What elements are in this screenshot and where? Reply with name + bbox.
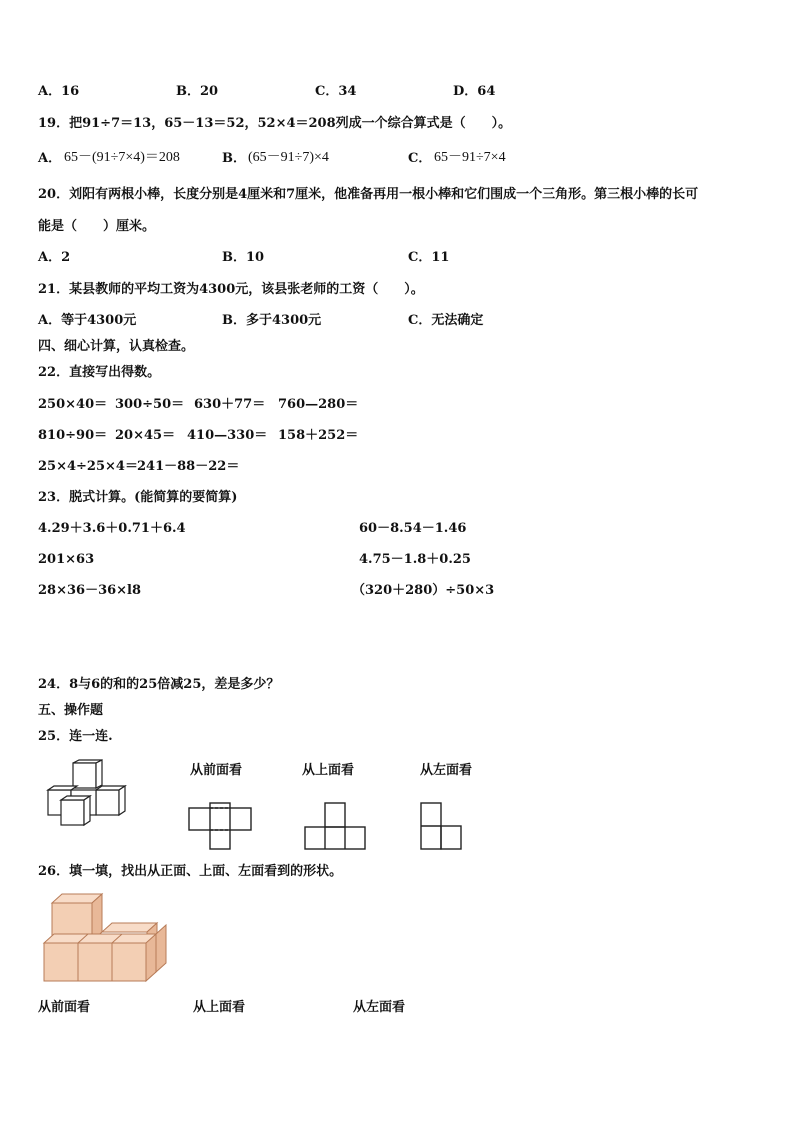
q22-item: 760—280＝ — [278, 397, 359, 412]
q22-item: 300÷50＝ — [115, 397, 185, 412]
q26-stem: 26．填一填，找出从正面、上面、左面看到的形状。 — [38, 864, 343, 879]
q25-label-top: 从上面看 — [302, 763, 355, 778]
q18-option-c: C．34 — [315, 84, 357, 99]
q22-item: 158＋252＝ — [278, 428, 359, 443]
q24-stem: 24．8与6的和的25倍减25，差是多少？ — [38, 677, 280, 692]
q21-option-b: B．多于4300元 — [222, 313, 322, 328]
q19-option-c-letter: C． — [408, 151, 432, 166]
q19-option-b-letter: B． — [222, 151, 246, 166]
section-4-heading: 四、细心计算，认真检查。 — [38, 339, 195, 354]
q18-option-b: B．20 — [176, 84, 219, 99]
q22-item: 250×40＝ — [38, 397, 108, 412]
q19-option-b-expr: (65－91÷7)×4 — [248, 150, 329, 165]
q18-option-d: D．64 — [453, 84, 496, 99]
q25-label-front: 从前面看 — [190, 763, 243, 778]
q26-label-front: 从前面看 — [38, 1000, 91, 1015]
q25-cube-figure — [42, 760, 142, 832]
q23-item: 4.29＋3.6＋0.71＋6.4 — [38, 521, 186, 536]
q23-item: 60－8.54－1.46 — [359, 521, 467, 536]
q22-item: 25×4÷25×4＝ — [38, 459, 138, 474]
q23-item: 201×63 — [38, 552, 95, 567]
q22-item: 630＋77＝ — [194, 397, 266, 412]
q25-label-left: 从左面看 — [420, 763, 473, 778]
q20-option-b: B．10 — [222, 250, 265, 265]
q23-item: （320＋280）÷50×3 — [352, 583, 495, 598]
q21-option-a: A．等于4300元 — [38, 313, 137, 328]
q21-stem: 21．某县教师的平均工资为4300元，该县张老师的工资（ ）。 — [38, 282, 424, 297]
q22-item: 241－88－22＝ — [137, 459, 240, 474]
q22-item: 810÷90＝ — [38, 428, 108, 443]
q23-stem: 23．脱式计算。(能简算的要简算) — [38, 490, 238, 505]
q21-option-c: C．无法确定 — [408, 313, 484, 328]
q26-label-left: 从左面看 — [353, 1000, 406, 1015]
q26-cube-figure — [42, 893, 172, 985]
q25-stem: 25．连一连. — [38, 729, 113, 744]
q26-label-top: 从上面看 — [193, 1000, 246, 1015]
q20-stem-line2: 能是（ ）厘米。 — [38, 219, 156, 234]
q25-view-top — [304, 802, 366, 850]
q20-option-c: C．11 — [408, 250, 450, 265]
section-5-heading: 五、操作题 — [38, 703, 104, 718]
q22-item: 410—330＝ — [187, 428, 268, 443]
q20-stem-line1: 20．刘阳有两根小棒，长度分别是4厘米和7厘米，他准备再用一根小棒和它们围成一个三角形。第三根小棒的长可 — [38, 187, 699, 202]
q23-item: 4.75－1.8＋0.25 — [359, 552, 471, 567]
q20-option-a: A．2 — [38, 250, 71, 265]
q19-option-a-letter: A． — [38, 151, 62, 166]
q19-stem: 19．把91÷7＝13，65－13＝52，52×4＝208列成一个综合算式是（ ）。 — [38, 116, 512, 131]
q18-option-a: A．16 — [38, 84, 80, 99]
q22-item: 20×45＝ — [115, 428, 176, 443]
q22-stem: 22．直接写出得数。 — [38, 365, 161, 380]
q25-view-front — [188, 802, 252, 850]
q23-item: 28×36－36×l8 — [38, 583, 142, 598]
q19-option-c-expr: 65－91÷7×4 — [434, 150, 506, 165]
q25-view-left — [420, 802, 462, 850]
q19-option-a-expr: 65－(91÷7×4)＝208 — [64, 150, 180, 165]
